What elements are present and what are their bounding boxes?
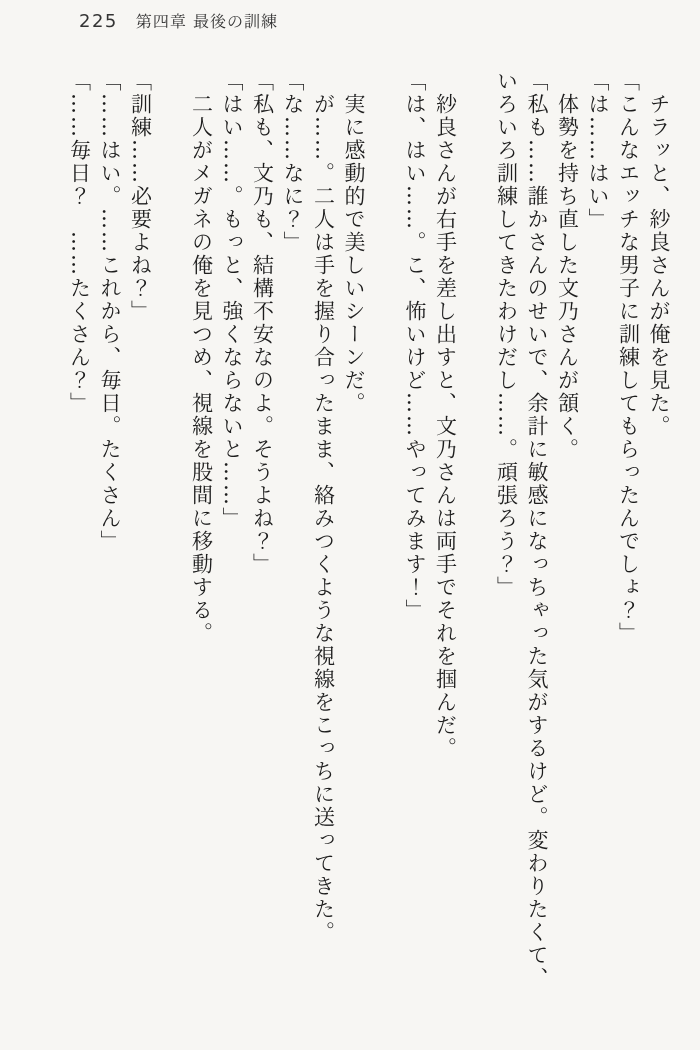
running-head: [79, 9, 278, 32]
paragraph-group-1: [491, 70, 674, 1002]
paragraph-group-4: [64, 70, 156, 1002]
chapter-title: 第四章 最後の訓練: [135, 12, 278, 31]
text-line: 実に感動的で美しいシーンだ。: [342, 70, 366, 415]
text-line: 「……毎日？ ……たくさん？」: [67, 70, 92, 415]
text-line: いろいろ訓練してきたわけだし……。頑張ろう？」: [494, 70, 519, 599]
text-line: 体勢を持ち直した文乃さんが頷く。: [555, 70, 580, 461]
text-line: 「こんなエッチな男子に訓練してもらったんでしょ？」: [616, 70, 641, 645]
text-line: 「は、はい……。こ、怖いけど……やってみます！」: [403, 70, 427, 622]
text-line: 「な……なに？」: [281, 70, 305, 254]
page-number: 225: [79, 11, 118, 32]
text-line: 「……はい。……これから、毎日。たくさん」: [98, 70, 122, 553]
text-line: 「私も、文乃も、結構不安なのよ。そうよね？」: [250, 70, 275, 576]
text-line: 「は……はい」: [586, 70, 610, 231]
text-line: が……。二人は手を握り合ったまま、絡みつくような視線をこっちに送ってきた。: [311, 70, 336, 944]
paragraph-group-3: [186, 70, 369, 1002]
paragraph-group-2: [400, 70, 461, 1002]
text-line: 「はい……。もっと、強くならないと……」: [220, 70, 244, 530]
text-line: 二人がメガネの俺を見つめ、視線を股間に移動する。: [189, 70, 214, 645]
vertical-text-area: [64, 70, 674, 1002]
text-line: 紗良さんが右手を差し出すと、文乃さんは両手でそれを掴んだ。: [433, 70, 458, 760]
text-line: 「訓練……必要よね？」: [128, 70, 153, 323]
text-line: 「私も……誰かさんのせいで、余計に敏感になっちゃった気がするけど。変わりたくて、: [525, 70, 549, 990]
text-line: チラッと、紗良さんが俺を見た。: [647, 70, 671, 438]
